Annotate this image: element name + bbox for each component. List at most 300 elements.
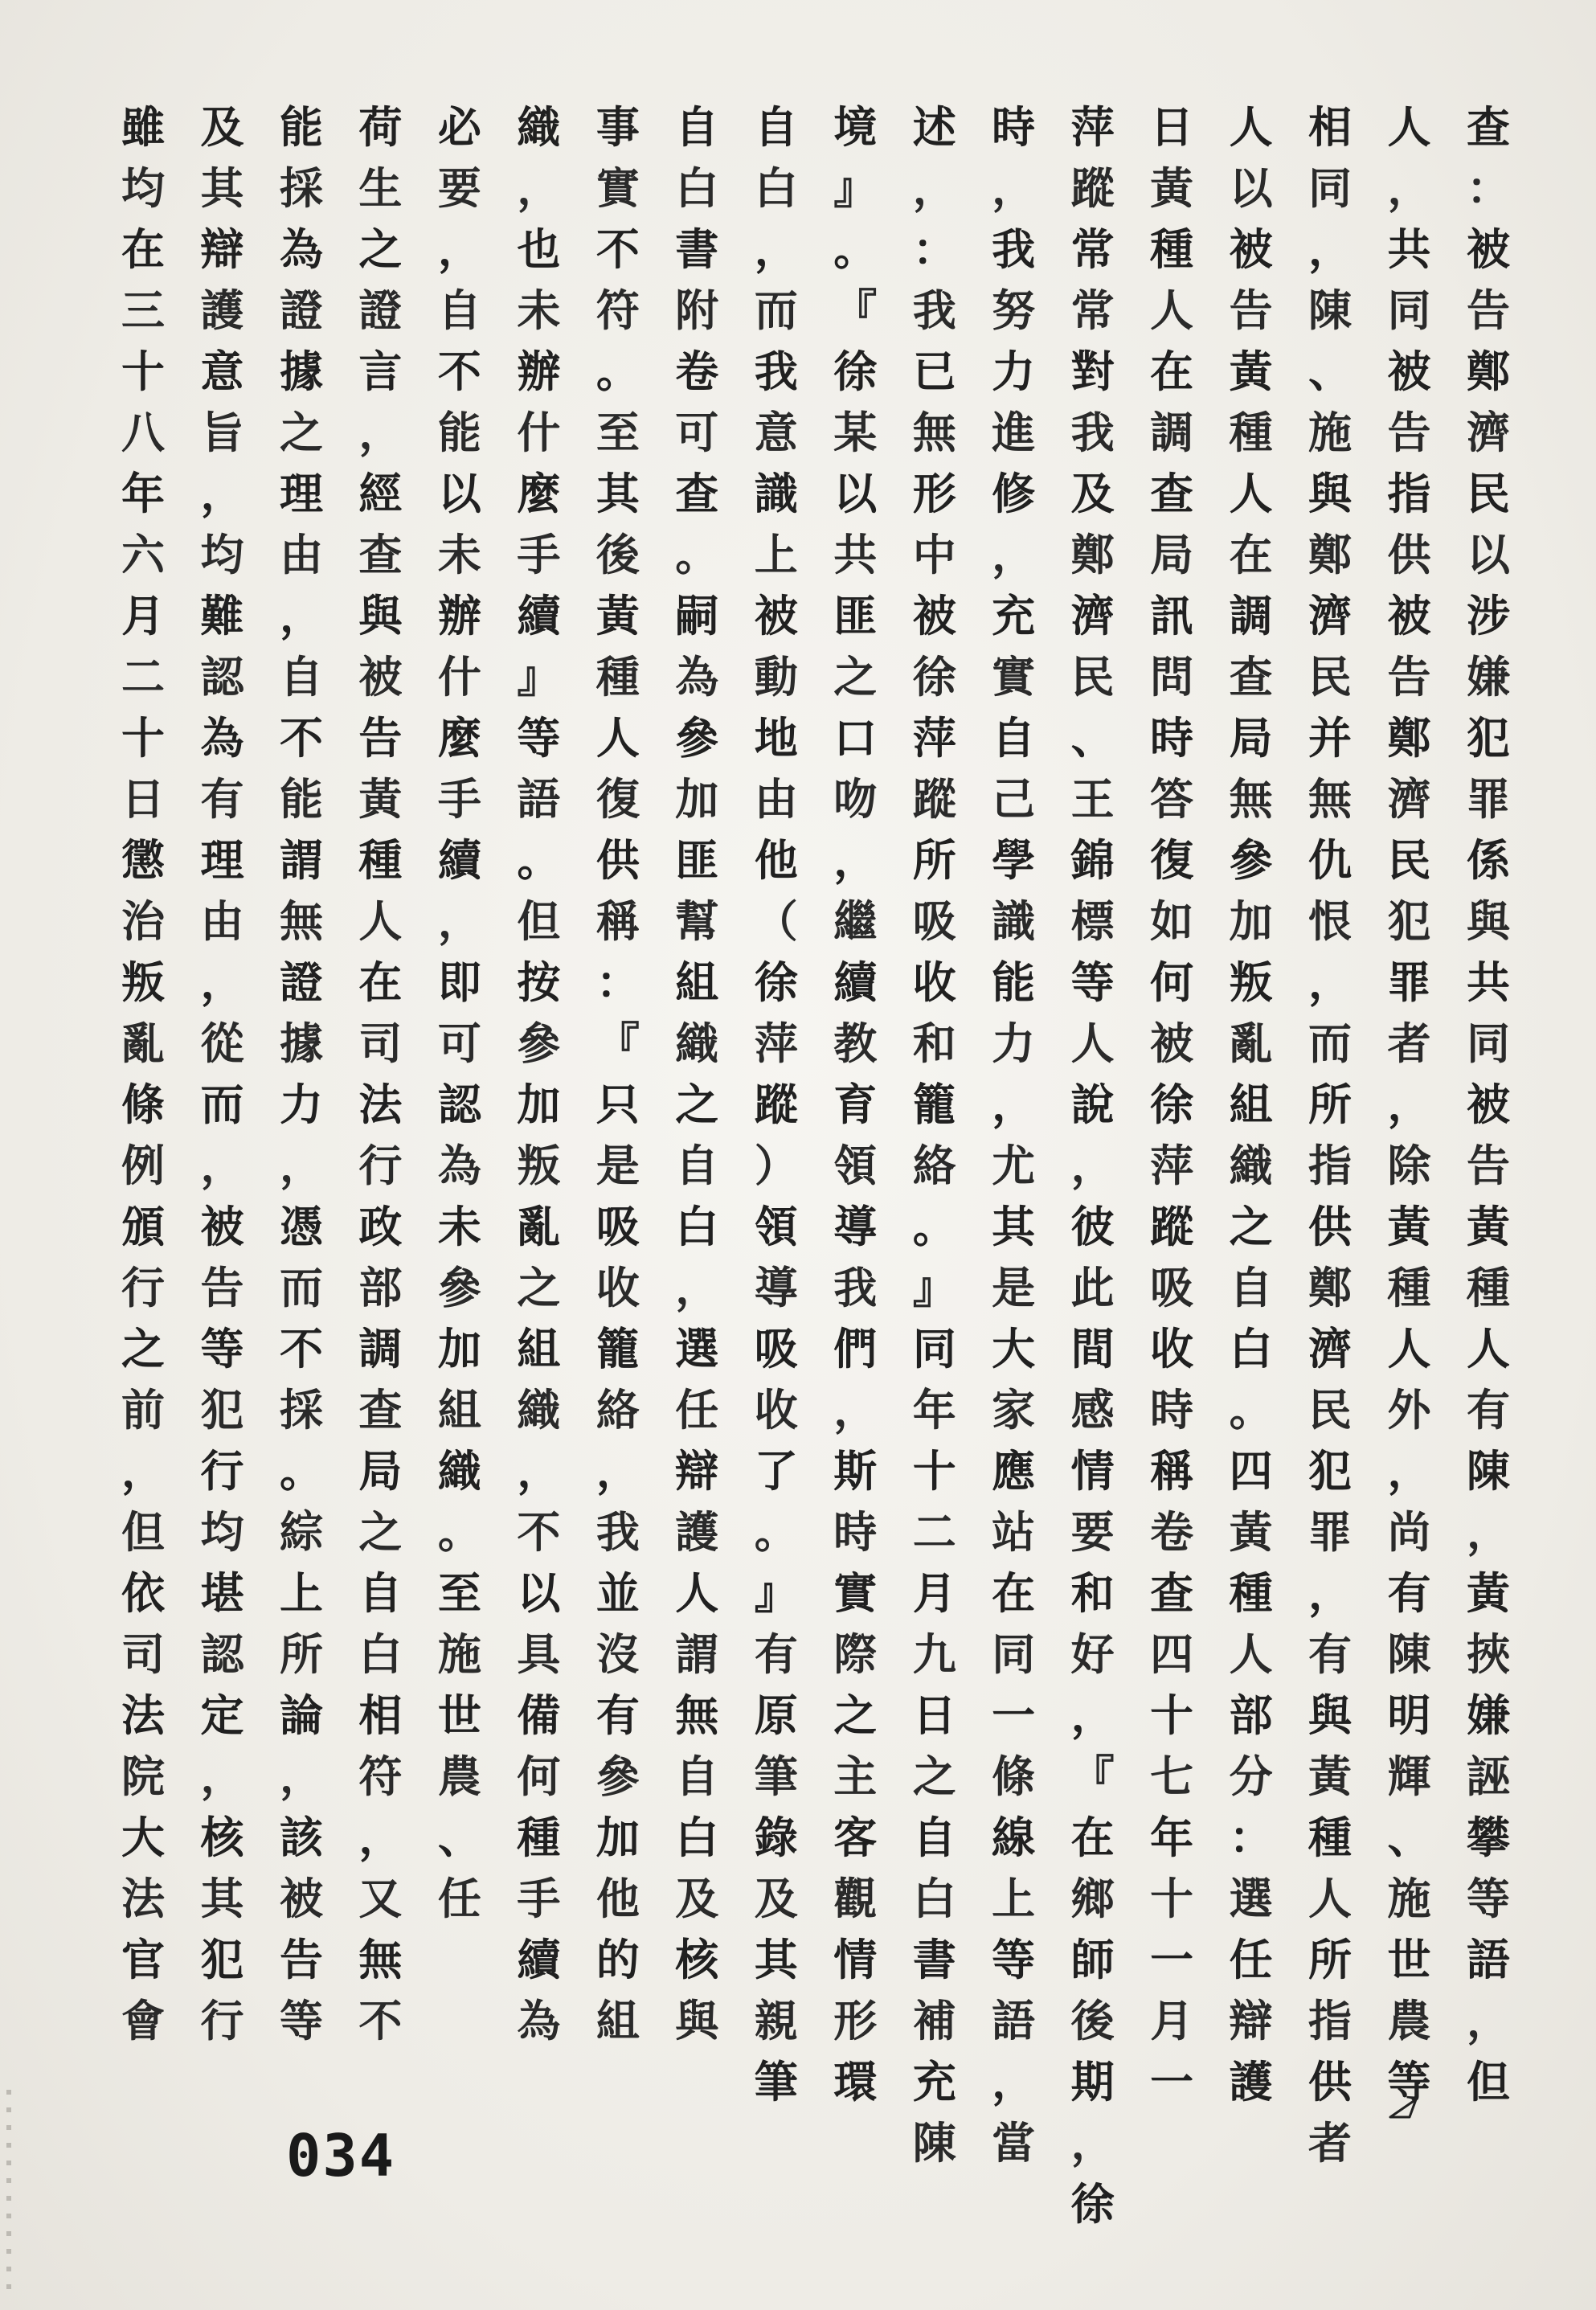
text-char: 答 bbox=[1150, 773, 1194, 825]
text-char: 為 bbox=[279, 223, 323, 275]
text-column bbox=[121, 96, 166, 2082]
text-char: 時 bbox=[833, 1506, 878, 1558]
text-char: ， bbox=[279, 1140, 323, 1191]
text-char: 以 bbox=[1229, 162, 1273, 214]
text-char: ： bbox=[1229, 1812, 1273, 1863]
text-char: 月 bbox=[1150, 1995, 1194, 2046]
text-char: 絡 bbox=[912, 1140, 956, 1191]
text-char: 嫌 bbox=[1466, 1689, 1510, 1741]
text-char: 行 bbox=[358, 1140, 403, 1191]
text-char: 治 bbox=[121, 895, 165, 947]
text-char: 能 bbox=[279, 101, 323, 153]
text-char: ， bbox=[358, 1812, 403, 1863]
text-char: 指 bbox=[1308, 1140, 1353, 1191]
text-char: 年 bbox=[1150, 1812, 1194, 1863]
text-char: 三 bbox=[121, 285, 165, 336]
text-char: 黃 bbox=[1466, 1201, 1510, 1252]
text-char: ， bbox=[200, 956, 244, 1008]
text-column bbox=[1149, 96, 1194, 2107]
text-char: 除 bbox=[1387, 1140, 1431, 1191]
text-char: 及 bbox=[675, 1873, 719, 1924]
text-char: 據 bbox=[279, 1018, 323, 1069]
text-char: ， bbox=[517, 1445, 561, 1497]
text-char: ， bbox=[833, 1384, 878, 1436]
text-char: ， bbox=[1466, 1506, 1510, 1558]
text-char: 他 bbox=[754, 834, 798, 886]
text-char: 但 bbox=[517, 895, 561, 947]
text-char: 法 bbox=[358, 1079, 403, 1130]
text-char: 被 bbox=[279, 1873, 323, 1924]
text-char: 犯 bbox=[1387, 895, 1431, 947]
text-char: 吸 bbox=[1150, 1262, 1194, 1313]
text-char: 』 bbox=[754, 1567, 798, 1619]
text-char: 萍 bbox=[754, 1018, 798, 1069]
text-char: 部 bbox=[1229, 1689, 1273, 1741]
text-char: 告 bbox=[1387, 407, 1431, 458]
text-char: 。 bbox=[437, 1506, 481, 1558]
text-char: 參 bbox=[517, 1018, 561, 1069]
text-char: 供 bbox=[595, 834, 640, 886]
text-char: 鄭 bbox=[1308, 1262, 1353, 1313]
text-char: 分 bbox=[1229, 1751, 1273, 1802]
text-char: 等 bbox=[1387, 2056, 1431, 2107]
text-char: 上 bbox=[754, 529, 798, 580]
text-char: 是 bbox=[992, 1262, 1036, 1313]
text-char: 黃 bbox=[1387, 1201, 1431, 1252]
text-char: 不 bbox=[279, 1323, 323, 1374]
text-char: 附 bbox=[675, 285, 719, 336]
text-char: 所 bbox=[279, 1628, 323, 1680]
text-char: 徐 bbox=[912, 651, 956, 702]
text-char: 此 bbox=[1070, 1262, 1115, 1313]
text-column bbox=[595, 96, 640, 2082]
text-char: 在 bbox=[992, 1567, 1036, 1619]
text-char: 實 bbox=[595, 162, 640, 214]
text-char: 濟 bbox=[1070, 590, 1115, 641]
text-char: 任 bbox=[1229, 1934, 1273, 1985]
text-char: 亂 bbox=[517, 1201, 561, 1252]
text-char: 籠 bbox=[595, 1323, 640, 1374]
text-char: 採 bbox=[279, 1384, 323, 1436]
text-char: 者 bbox=[1308, 2117, 1353, 2169]
text-char: 加 bbox=[675, 773, 719, 825]
text-char: 白 bbox=[754, 162, 798, 214]
text-char: 常 bbox=[1070, 223, 1115, 275]
text-char: ： bbox=[1466, 162, 1510, 214]
text-char: 我 bbox=[595, 1506, 640, 1558]
text-char: 頒 bbox=[121, 1201, 165, 1252]
text-char: 從 bbox=[200, 1018, 244, 1069]
text-char: 續 bbox=[437, 834, 481, 886]
text-char: 與 bbox=[1308, 1689, 1353, 1741]
text-column bbox=[833, 96, 878, 2107]
text-char: 萍 bbox=[912, 712, 956, 764]
text-char: 加 bbox=[1229, 895, 1273, 947]
text-char: 徐 bbox=[754, 956, 798, 1008]
text-char: 證 bbox=[279, 956, 323, 1008]
text-char: 為 bbox=[675, 651, 719, 702]
text-char: 、 bbox=[1387, 1812, 1431, 1863]
text-char: 鄉 bbox=[1070, 1873, 1115, 1924]
text-char: 我 bbox=[754, 346, 798, 397]
text-char: 』 bbox=[517, 651, 561, 702]
text-char: 司 bbox=[358, 1018, 403, 1069]
text-char: 均 bbox=[121, 162, 165, 214]
text-char: 。 bbox=[279, 1445, 323, 1497]
text-char: 種 bbox=[595, 651, 640, 702]
text-column bbox=[674, 96, 719, 2082]
text-char: 查 bbox=[358, 1384, 403, 1436]
text-column bbox=[991, 96, 1036, 2169]
text-char: 並 bbox=[595, 1567, 640, 1619]
text-char: 。 bbox=[517, 834, 561, 886]
text-char: 和 bbox=[912, 1018, 956, 1069]
text-char: 同 bbox=[1387, 285, 1431, 336]
text-char: 家 bbox=[992, 1384, 1036, 1436]
text-char: 如 bbox=[1150, 895, 1194, 947]
text-char: 未 bbox=[437, 1201, 481, 1252]
text-char: 能 bbox=[992, 956, 1036, 1008]
text-char: 識 bbox=[992, 895, 1036, 947]
text-char: 在 bbox=[1150, 346, 1194, 397]
text-char: 世 bbox=[1387, 1934, 1431, 1985]
text-char: 司 bbox=[121, 1628, 165, 1680]
text-char: 。 bbox=[595, 346, 640, 397]
text-char: 至 bbox=[595, 407, 640, 458]
text-char: 具 bbox=[517, 1628, 561, 1680]
text-char: 『 bbox=[833, 285, 878, 336]
text-char: 陳 bbox=[912, 2117, 956, 2169]
text-char: 十 bbox=[1150, 1689, 1194, 1741]
text-char: 站 bbox=[992, 1506, 1036, 1558]
text-char: 我 bbox=[912, 285, 956, 336]
text-char: ， bbox=[912, 162, 956, 214]
text-char: 人 bbox=[1387, 101, 1431, 153]
text-char: 書 bbox=[675, 223, 719, 275]
text-char: 參 bbox=[1229, 834, 1273, 886]
text-char: 能 bbox=[437, 407, 481, 458]
text-char: 證 bbox=[358, 285, 403, 336]
text-char: 可 bbox=[675, 407, 719, 458]
text-char: 行 bbox=[200, 1995, 244, 2046]
text-char: 事 bbox=[595, 101, 640, 153]
text-char: 匪 bbox=[675, 834, 719, 886]
text-column bbox=[754, 96, 799, 2107]
text-char: 陳 bbox=[1466, 1445, 1510, 1497]
text-char: ， bbox=[992, 162, 1036, 214]
text-char: ， bbox=[1308, 956, 1353, 1008]
text-char: 應 bbox=[992, 1445, 1036, 1497]
text-char: 白 bbox=[675, 162, 719, 214]
text-char: 教 bbox=[833, 1018, 878, 1069]
text-char: 組 bbox=[517, 1323, 561, 1374]
text-char: 種 bbox=[1308, 1812, 1353, 1863]
text-char: 。 bbox=[1229, 1384, 1273, 1436]
text-char: 同 bbox=[912, 1323, 956, 1374]
text-char: 等 bbox=[992, 1934, 1036, 1985]
text-char: 』 bbox=[833, 162, 878, 214]
text-char: 上 bbox=[279, 1567, 323, 1619]
text-char: 形 bbox=[912, 468, 956, 519]
page-number: 034 bbox=[286, 2122, 396, 2189]
text-char: 意 bbox=[754, 407, 798, 458]
text-char: 六 bbox=[121, 529, 165, 580]
text-char: 陳 bbox=[1308, 285, 1353, 336]
text-char: 有 bbox=[1387, 1567, 1431, 1619]
text-char: 涉 bbox=[1466, 590, 1510, 641]
text-char: 是 bbox=[595, 1140, 640, 1191]
text-char: ， bbox=[358, 407, 403, 458]
text-char: 按 bbox=[517, 956, 561, 1008]
text-char: 我 bbox=[1070, 407, 1115, 458]
text-char: 十 bbox=[121, 712, 165, 764]
text-char: 認 bbox=[200, 1628, 244, 1680]
text-char: 要 bbox=[437, 162, 481, 214]
text-char: 查 bbox=[1150, 1567, 1194, 1619]
triangle-mark-icon bbox=[1387, 2093, 1421, 2122]
text-char: 被 bbox=[1466, 1079, 1510, 1130]
scan-margin-dots bbox=[6, 2090, 11, 2299]
text-char: 罪 bbox=[1466, 773, 1510, 825]
text-char: 符 bbox=[595, 285, 640, 336]
text-char: 被 bbox=[912, 590, 956, 641]
text-char: 等 bbox=[517, 712, 561, 764]
text-char: 局 bbox=[358, 1445, 403, 1497]
text-char: 十 bbox=[121, 346, 165, 397]
text-char: 無 bbox=[1308, 773, 1353, 825]
text-char: 人 bbox=[1229, 101, 1273, 153]
text-char: 不 bbox=[517, 1506, 561, 1558]
text-char: 依 bbox=[121, 1567, 165, 1619]
text-char: 力 bbox=[992, 346, 1036, 397]
text-char: 九 bbox=[912, 1628, 956, 1680]
text-char: 大 bbox=[121, 1812, 165, 1863]
text-char: 叛 bbox=[1229, 956, 1273, 1008]
text-char: 人 bbox=[358, 895, 403, 947]
text-char: 吻 bbox=[833, 773, 878, 825]
text-char: 同 bbox=[992, 1628, 1036, 1680]
text-char: 辯 bbox=[1229, 1995, 1273, 2046]
text-char: 不 bbox=[279, 712, 323, 764]
text-char: 二 bbox=[121, 651, 165, 702]
text-char: 白 bbox=[1229, 1323, 1273, 1374]
text-char: 被 bbox=[1150, 1018, 1194, 1069]
text-char: 師 bbox=[1070, 1934, 1115, 1985]
text-char: 施 bbox=[1387, 1873, 1431, 1924]
text-char: 復 bbox=[1150, 834, 1194, 886]
text-char: 時 bbox=[992, 101, 1036, 153]
text-char: ， bbox=[992, 529, 1036, 580]
text-char: 手 bbox=[437, 773, 481, 825]
text-char: 告 bbox=[1387, 651, 1431, 702]
text-char: ） bbox=[754, 1140, 798, 1191]
text-char: ， bbox=[121, 1445, 165, 1497]
text-char: 當 bbox=[992, 2117, 1036, 2169]
text-char: 又 bbox=[358, 1873, 403, 1924]
text-char: 局 bbox=[1229, 712, 1273, 764]
text-char: 二 bbox=[912, 1506, 956, 1558]
text-char: 行 bbox=[121, 1262, 165, 1313]
text-char: 自 bbox=[992, 712, 1036, 764]
text-char: 前 bbox=[121, 1384, 165, 1436]
text-char: 辦 bbox=[517, 346, 561, 397]
text-char: 告 bbox=[358, 712, 403, 764]
text-char: 世 bbox=[437, 1689, 481, 1741]
text-char: 罪 bbox=[1308, 1506, 1353, 1558]
text-char: 以 bbox=[1466, 529, 1510, 580]
text-char: 選 bbox=[1229, 1873, 1273, 1924]
text-char: ， bbox=[437, 895, 481, 947]
text-column bbox=[1387, 96, 1432, 2107]
text-char: 、 bbox=[1070, 712, 1115, 764]
text-char: 同 bbox=[1466, 1018, 1510, 1069]
text-char: 護 bbox=[200, 285, 244, 336]
text-column bbox=[1229, 96, 1274, 2107]
text-char: 不 bbox=[358, 1995, 403, 2046]
text-char: 後 bbox=[1070, 1995, 1115, 2046]
text-char: 辦 bbox=[437, 590, 481, 641]
text-char: 被 bbox=[358, 651, 403, 702]
text-char: 參 bbox=[595, 1751, 640, 1802]
text-char: 只 bbox=[595, 1079, 640, 1130]
text-char: 選 bbox=[675, 1323, 719, 1374]
text-char: 上 bbox=[992, 1873, 1036, 1924]
text-char: 法 bbox=[121, 1689, 165, 1741]
text-char: 們 bbox=[833, 1323, 878, 1374]
text-char: 有 bbox=[595, 1689, 640, 1741]
text-char: 白 bbox=[675, 1201, 719, 1252]
text-char: 情 bbox=[1070, 1445, 1115, 1497]
text-char: 調 bbox=[1150, 407, 1194, 458]
text-char: 自 bbox=[912, 1812, 956, 1863]
text-char: 日 bbox=[121, 773, 165, 825]
text-char: 努 bbox=[992, 285, 1036, 336]
text-char: 其 bbox=[200, 162, 244, 214]
text-char: 充 bbox=[912, 2056, 956, 2107]
text-char: 農 bbox=[1387, 1995, 1431, 2046]
text-char: 一 bbox=[1150, 2056, 1194, 2107]
text-char: ， bbox=[1070, 2117, 1115, 2169]
text-char: ， bbox=[279, 1751, 323, 1802]
text-char: 繼 bbox=[833, 895, 878, 947]
text-char: 什 bbox=[437, 651, 481, 702]
text-char: 核 bbox=[200, 1812, 244, 1863]
text-char: 自 bbox=[437, 285, 481, 336]
text-char: 『 bbox=[1070, 1751, 1115, 1802]
text-char: 主 bbox=[833, 1751, 878, 1802]
text-char: 罪 bbox=[1387, 956, 1431, 1008]
text-char: 與 bbox=[675, 1995, 719, 2046]
text-char: 客 bbox=[833, 1812, 878, 1863]
text-char: 民 bbox=[1466, 468, 1510, 519]
text-char: 護 bbox=[1229, 2056, 1273, 2107]
text-char: 不 bbox=[595, 223, 640, 275]
text-char: 任 bbox=[437, 1873, 481, 1924]
text-char: 人 bbox=[1308, 1873, 1353, 1924]
text-char: ， bbox=[1387, 1445, 1431, 1497]
text-char: 一 bbox=[992, 1689, 1036, 1741]
text-char: 法 bbox=[121, 1873, 165, 1924]
text-char: 符 bbox=[358, 1751, 403, 1802]
text-char: 何 bbox=[517, 1751, 561, 1802]
text-column bbox=[516, 96, 561, 2082]
text-char: 尤 bbox=[992, 1140, 1036, 1191]
text-char: 萍 bbox=[1150, 1140, 1194, 1191]
text-char: 官 bbox=[121, 1934, 165, 1985]
text-char: 王 bbox=[1070, 773, 1115, 825]
text-char: 理 bbox=[200, 834, 244, 886]
text-column bbox=[437, 96, 482, 2082]
text-char: 例 bbox=[121, 1140, 165, 1191]
text-char: 鄭 bbox=[1308, 529, 1353, 580]
text-char: 際 bbox=[833, 1628, 878, 1680]
text-char: 日 bbox=[912, 1689, 956, 1741]
text-char: 告 bbox=[200, 1262, 244, 1313]
text-char: 白 bbox=[912, 1873, 956, 1924]
text-char: 無 bbox=[912, 407, 956, 458]
text-char: 加 bbox=[595, 1812, 640, 1863]
text-char: 查 bbox=[1150, 468, 1194, 519]
text-char: 人 bbox=[1229, 468, 1273, 519]
text-char: 種 bbox=[1150, 223, 1194, 275]
text-char: 年 bbox=[912, 1384, 956, 1436]
text-char: 自 bbox=[675, 1751, 719, 1802]
text-char: 由 bbox=[200, 895, 244, 947]
text-char: 備 bbox=[517, 1689, 561, 1741]
text-char: 犯 bbox=[200, 1934, 244, 1985]
text-char: 之 bbox=[1229, 1201, 1273, 1252]
text-char: 挾 bbox=[1466, 1628, 1510, 1680]
text-char: 相 bbox=[358, 1689, 403, 1741]
text-char: 理 bbox=[279, 468, 323, 519]
text-char: 無 bbox=[279, 895, 323, 947]
text-char: 自 bbox=[675, 1140, 719, 1191]
text-char: 、 bbox=[437, 1812, 481, 1863]
text-char: 實 bbox=[833, 1567, 878, 1619]
text-char: ， bbox=[279, 590, 323, 641]
text-char: 人 bbox=[595, 712, 640, 764]
text-char: 及 bbox=[200, 101, 244, 153]
text-char: 認 bbox=[437, 1079, 481, 1130]
text-char: 蹤 bbox=[754, 1079, 798, 1130]
text-char: 年 bbox=[121, 468, 165, 519]
text-char: 論 bbox=[279, 1689, 323, 1741]
text-char: 加 bbox=[437, 1323, 481, 1374]
text-char: 由 bbox=[754, 773, 798, 825]
text-char: 無 bbox=[1229, 773, 1273, 825]
text-char: 被 bbox=[1387, 590, 1431, 641]
text-char: 觀 bbox=[833, 1873, 878, 1924]
text-char: 七 bbox=[1150, 1751, 1194, 1802]
text-char: 之 bbox=[912, 1751, 956, 1802]
text-char: 被 bbox=[1387, 346, 1431, 397]
text-column bbox=[912, 96, 957, 2169]
text-char: 至 bbox=[437, 1567, 481, 1619]
text-char: 後 bbox=[595, 529, 640, 580]
text-char: 麼 bbox=[517, 468, 561, 519]
text-char: 之 bbox=[121, 1323, 165, 1374]
text-char: ， bbox=[437, 223, 481, 275]
text-char: 卷 bbox=[675, 346, 719, 397]
text-char: 犯 bbox=[200, 1384, 244, 1436]
text-char: 地 bbox=[754, 712, 798, 764]
text-char: 好 bbox=[1070, 1628, 1115, 1680]
text-char: 黃 bbox=[1229, 1506, 1273, 1558]
text-char: 有 bbox=[1308, 1628, 1353, 1680]
text-char: 旨 bbox=[200, 407, 244, 458]
text-char: 導 bbox=[754, 1262, 798, 1313]
text-char: ： bbox=[595, 956, 640, 1008]
